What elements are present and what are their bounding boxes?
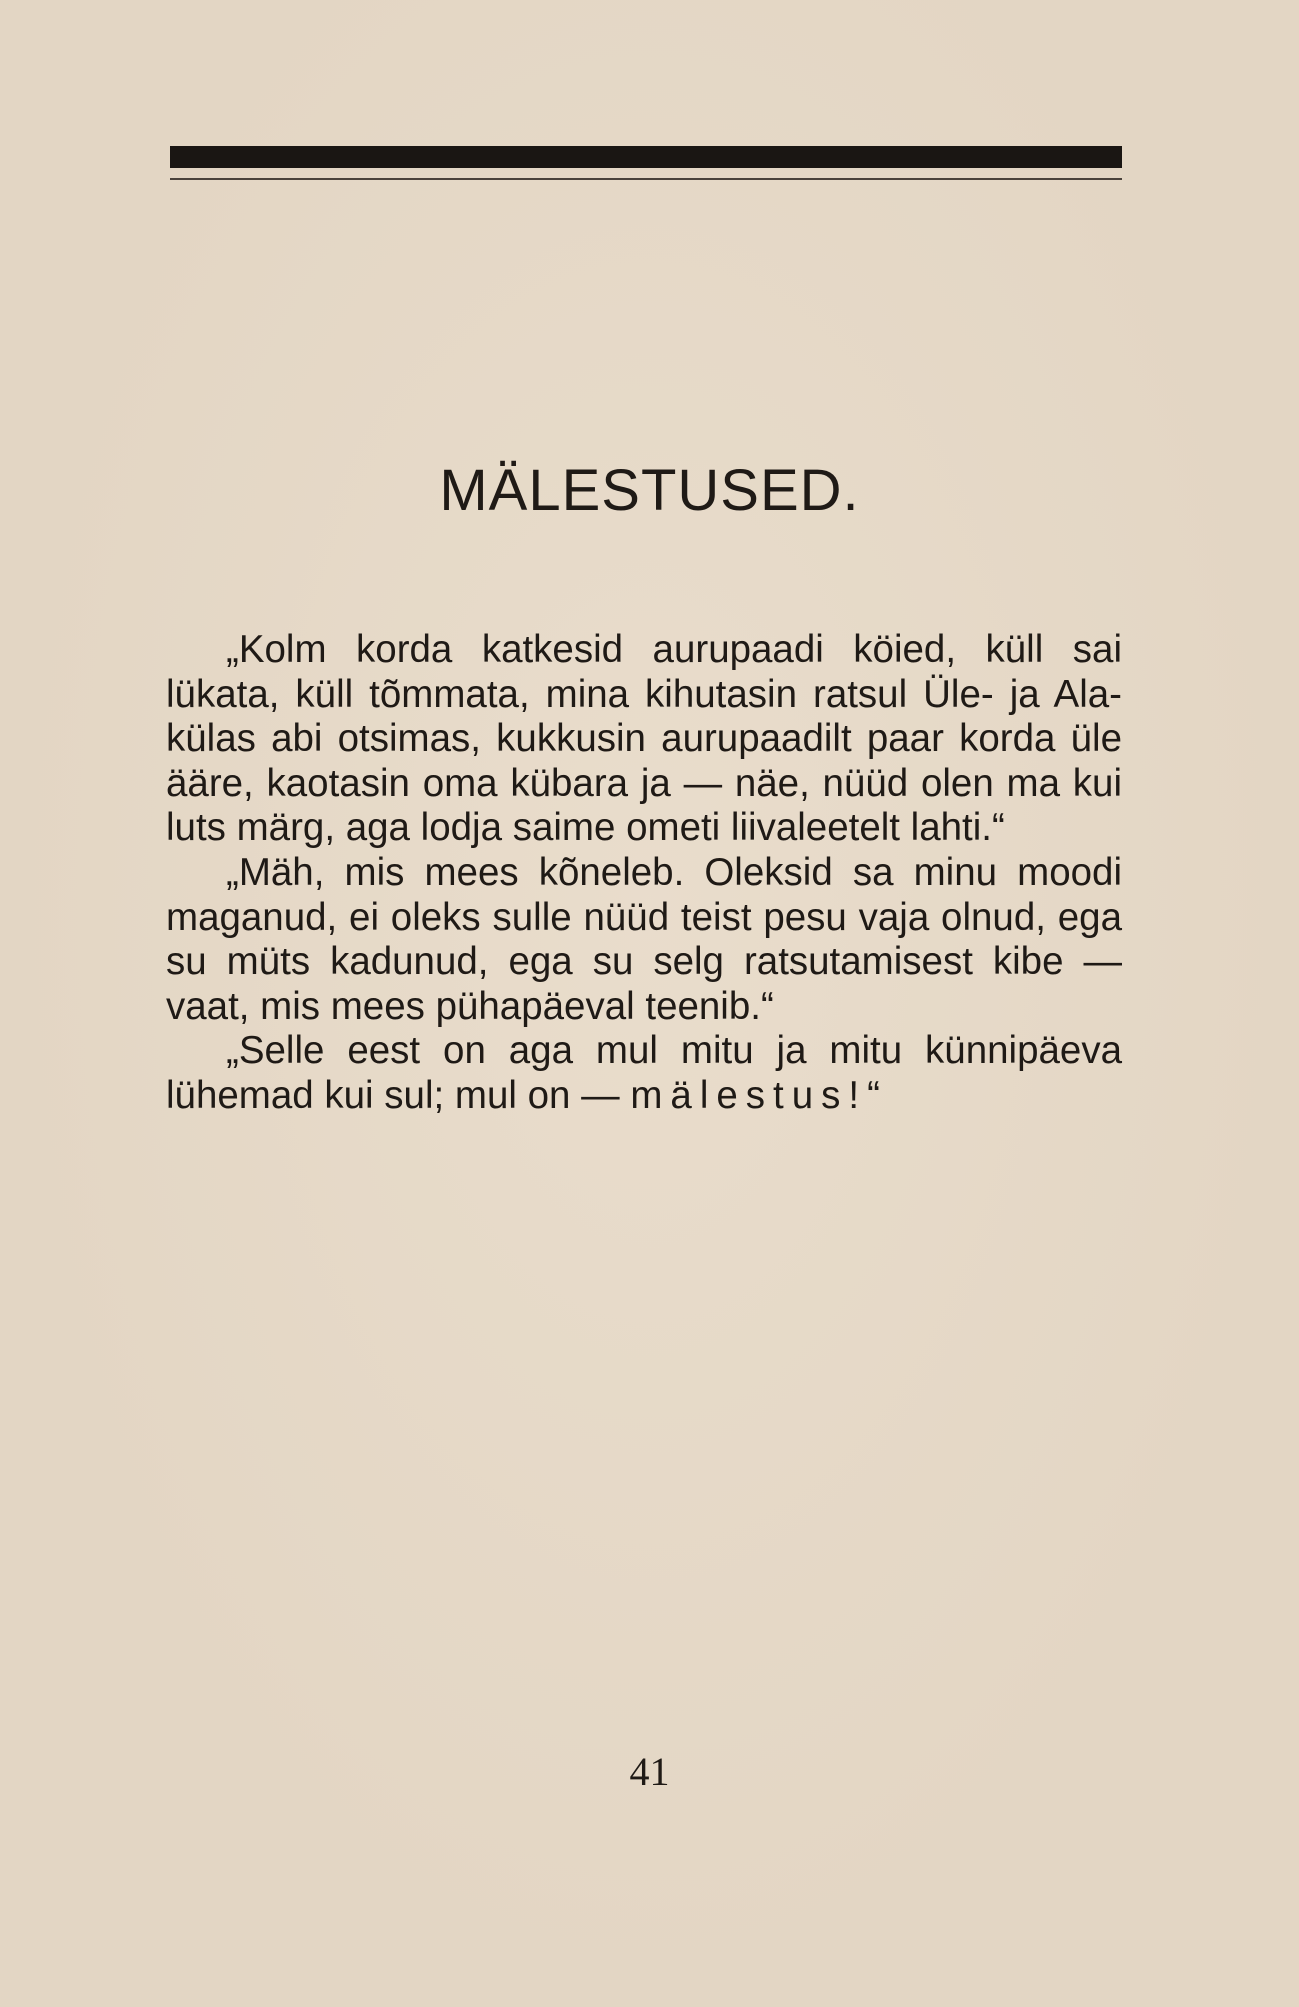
- chapter-body: [166, 628, 1122, 1119]
- header-rule-thin: [170, 178, 1122, 180]
- chapter-title: MÄLESTUSED.: [439, 458, 860, 523]
- paragraph-1: „Kolm korda katkesid aurupaadi köied, küll sai lükata, küll tõmmata, mina kihutasin ratsul Üle- ja Ala-külas abi otsimas, kukkusin aurupaadilt paar korda üle ääre, kaotasin oma kübara ja — näe, nüüd olen ma kui luts märg, aga lodja saime ometi liivaleetelt lahti.“: [166, 628, 1122, 850]
- paragraph-2: „Mäh, mis mees kõneleb. Oleksid sa minu moodi maganud, ei oleks sulle nüüd teist pesu vaja olnud, ega su müts kadunud, ega su selg ratsutamisest kibe — vaat, mis mees pühapäeval teenib.“: [166, 850, 1122, 1028]
- paragraph-3-text: „Selle eest on aga mul mitu ja mitu künnipäeva lühemad kui sul; mul on —: [166, 1029, 1122, 1117]
- paragraph-3: [166, 1029, 1122, 1118]
- page-number: 41: [629, 1749, 670, 1794]
- header-rule-thick: [170, 146, 1122, 168]
- paragraph-3-spaced-word: mälestus!“: [630, 1073, 888, 1117]
